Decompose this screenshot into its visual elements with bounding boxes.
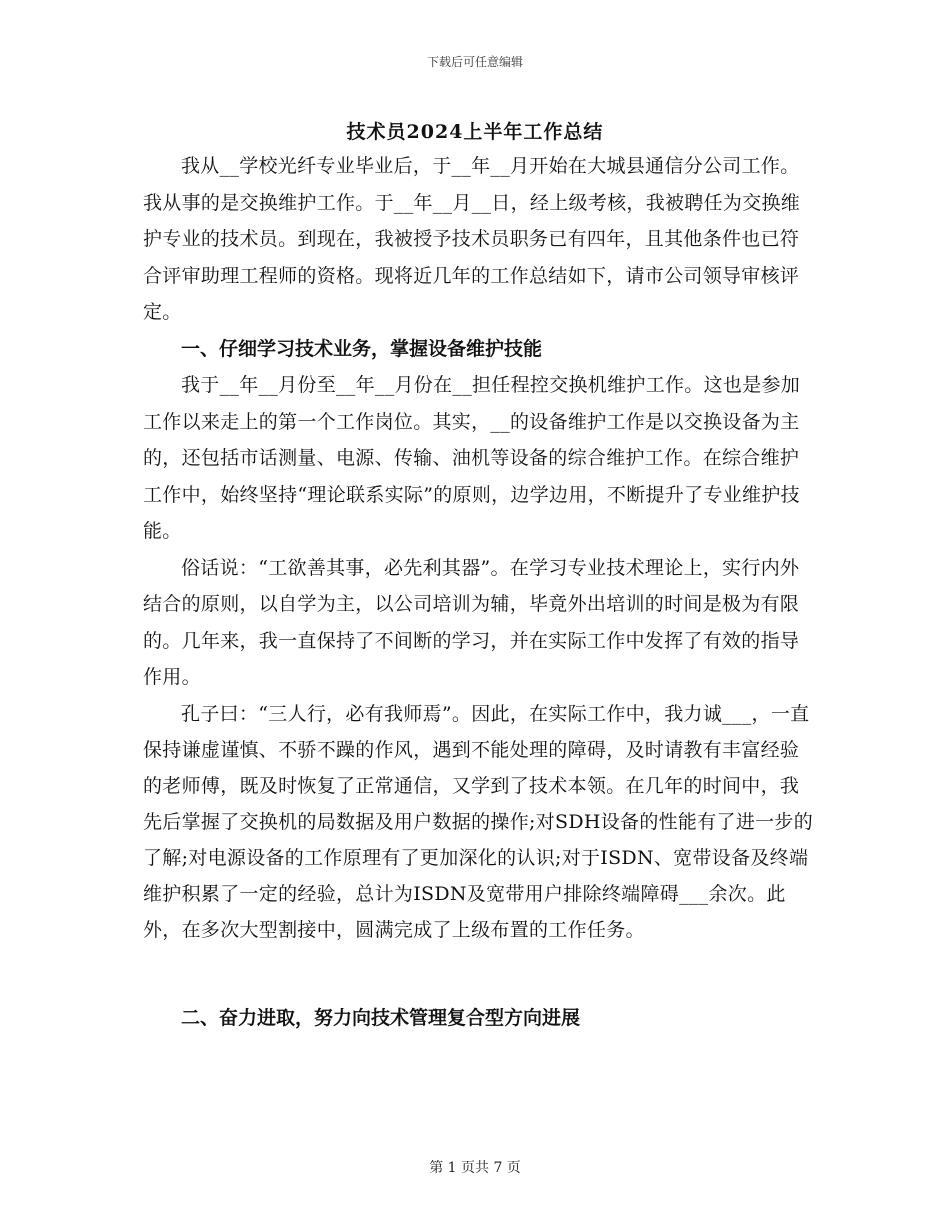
paragraph-1: 我于__年__月份至__年__月份在__担任程控交换机维护工作。这也是参加工作以来走上的第一个工作岗位。其实，__的设备维护工作是以交换设备为主的，还包括市话测量、电源、传输、油机等设备的综合维护工作。在综合维护工作中，始终坚持“理论联系实际”的原则，边学边用，不断提升了专业维护技能。 — [143, 374, 801, 542]
page-footer: 第 1 页共 7 页 — [429, 1160, 521, 1176]
paragraph-3: 孔子曰：“三人行，必有我师焉”。因此，在实际工作中，我力诚___，一直保持谦虚谨慎、不骄不躁的作风，遇到不能处理的障碍，及时请教有丰富经验的老师傅，既及时恢复了正常通信，又学到了技术本领。在几年的时间中，我先后掌握了交换机的局数据及用户数据的操作;对SDH设备的性能有了进一步的了解;对电源设备的工作原理有了更加深化的认识;对于ISDN、宽带设备及终端维护积累了一定的经验，总计为ISDN及宽带用户排除终端障碍___余次。此外，在多次大型割接中，圆满完成了上级布置的工作任务。 — [143, 702, 814, 941]
intro-paragraph: 我从__学校光纤专业毕业后，于__年__月开始在大城县通信分公司工作。我从事的是交换维护工作。于__年__月__日，经上级考核，我被聘任为交换维护专业的技术员。到现在，我被授予技术员职务已有四年，且其他条件也已符合评审助理工程师的资格。现将近几年的工作总结如下，请市公司领导审核评定。 — [143, 155, 801, 323]
page-header-note: 下载后可任意编辑 — [426, 55, 523, 69]
section-1-heading: 一、仔细学习技术业务，掌握设备维护技能 — [181, 337, 543, 360]
document-title: 技术员2024上半年工作总结 — [346, 121, 604, 143]
document-body — [143, 148, 815, 948]
paragraph-2: 俗话说：“工欲善其事，必先利其器”。在学习专业技术理论上，实行内外结合的原则，以自学为主，以公司培训为辅，毕竟外出培训的时间是极为有限的。几年来，我一直保持了不间断的学习，并在实际工作中发挥了有效的指导作用。 — [143, 556, 800, 688]
section-2-heading: 二、奋力进取，努力向技术管理复合型方向进展 — [181, 1007, 581, 1029]
